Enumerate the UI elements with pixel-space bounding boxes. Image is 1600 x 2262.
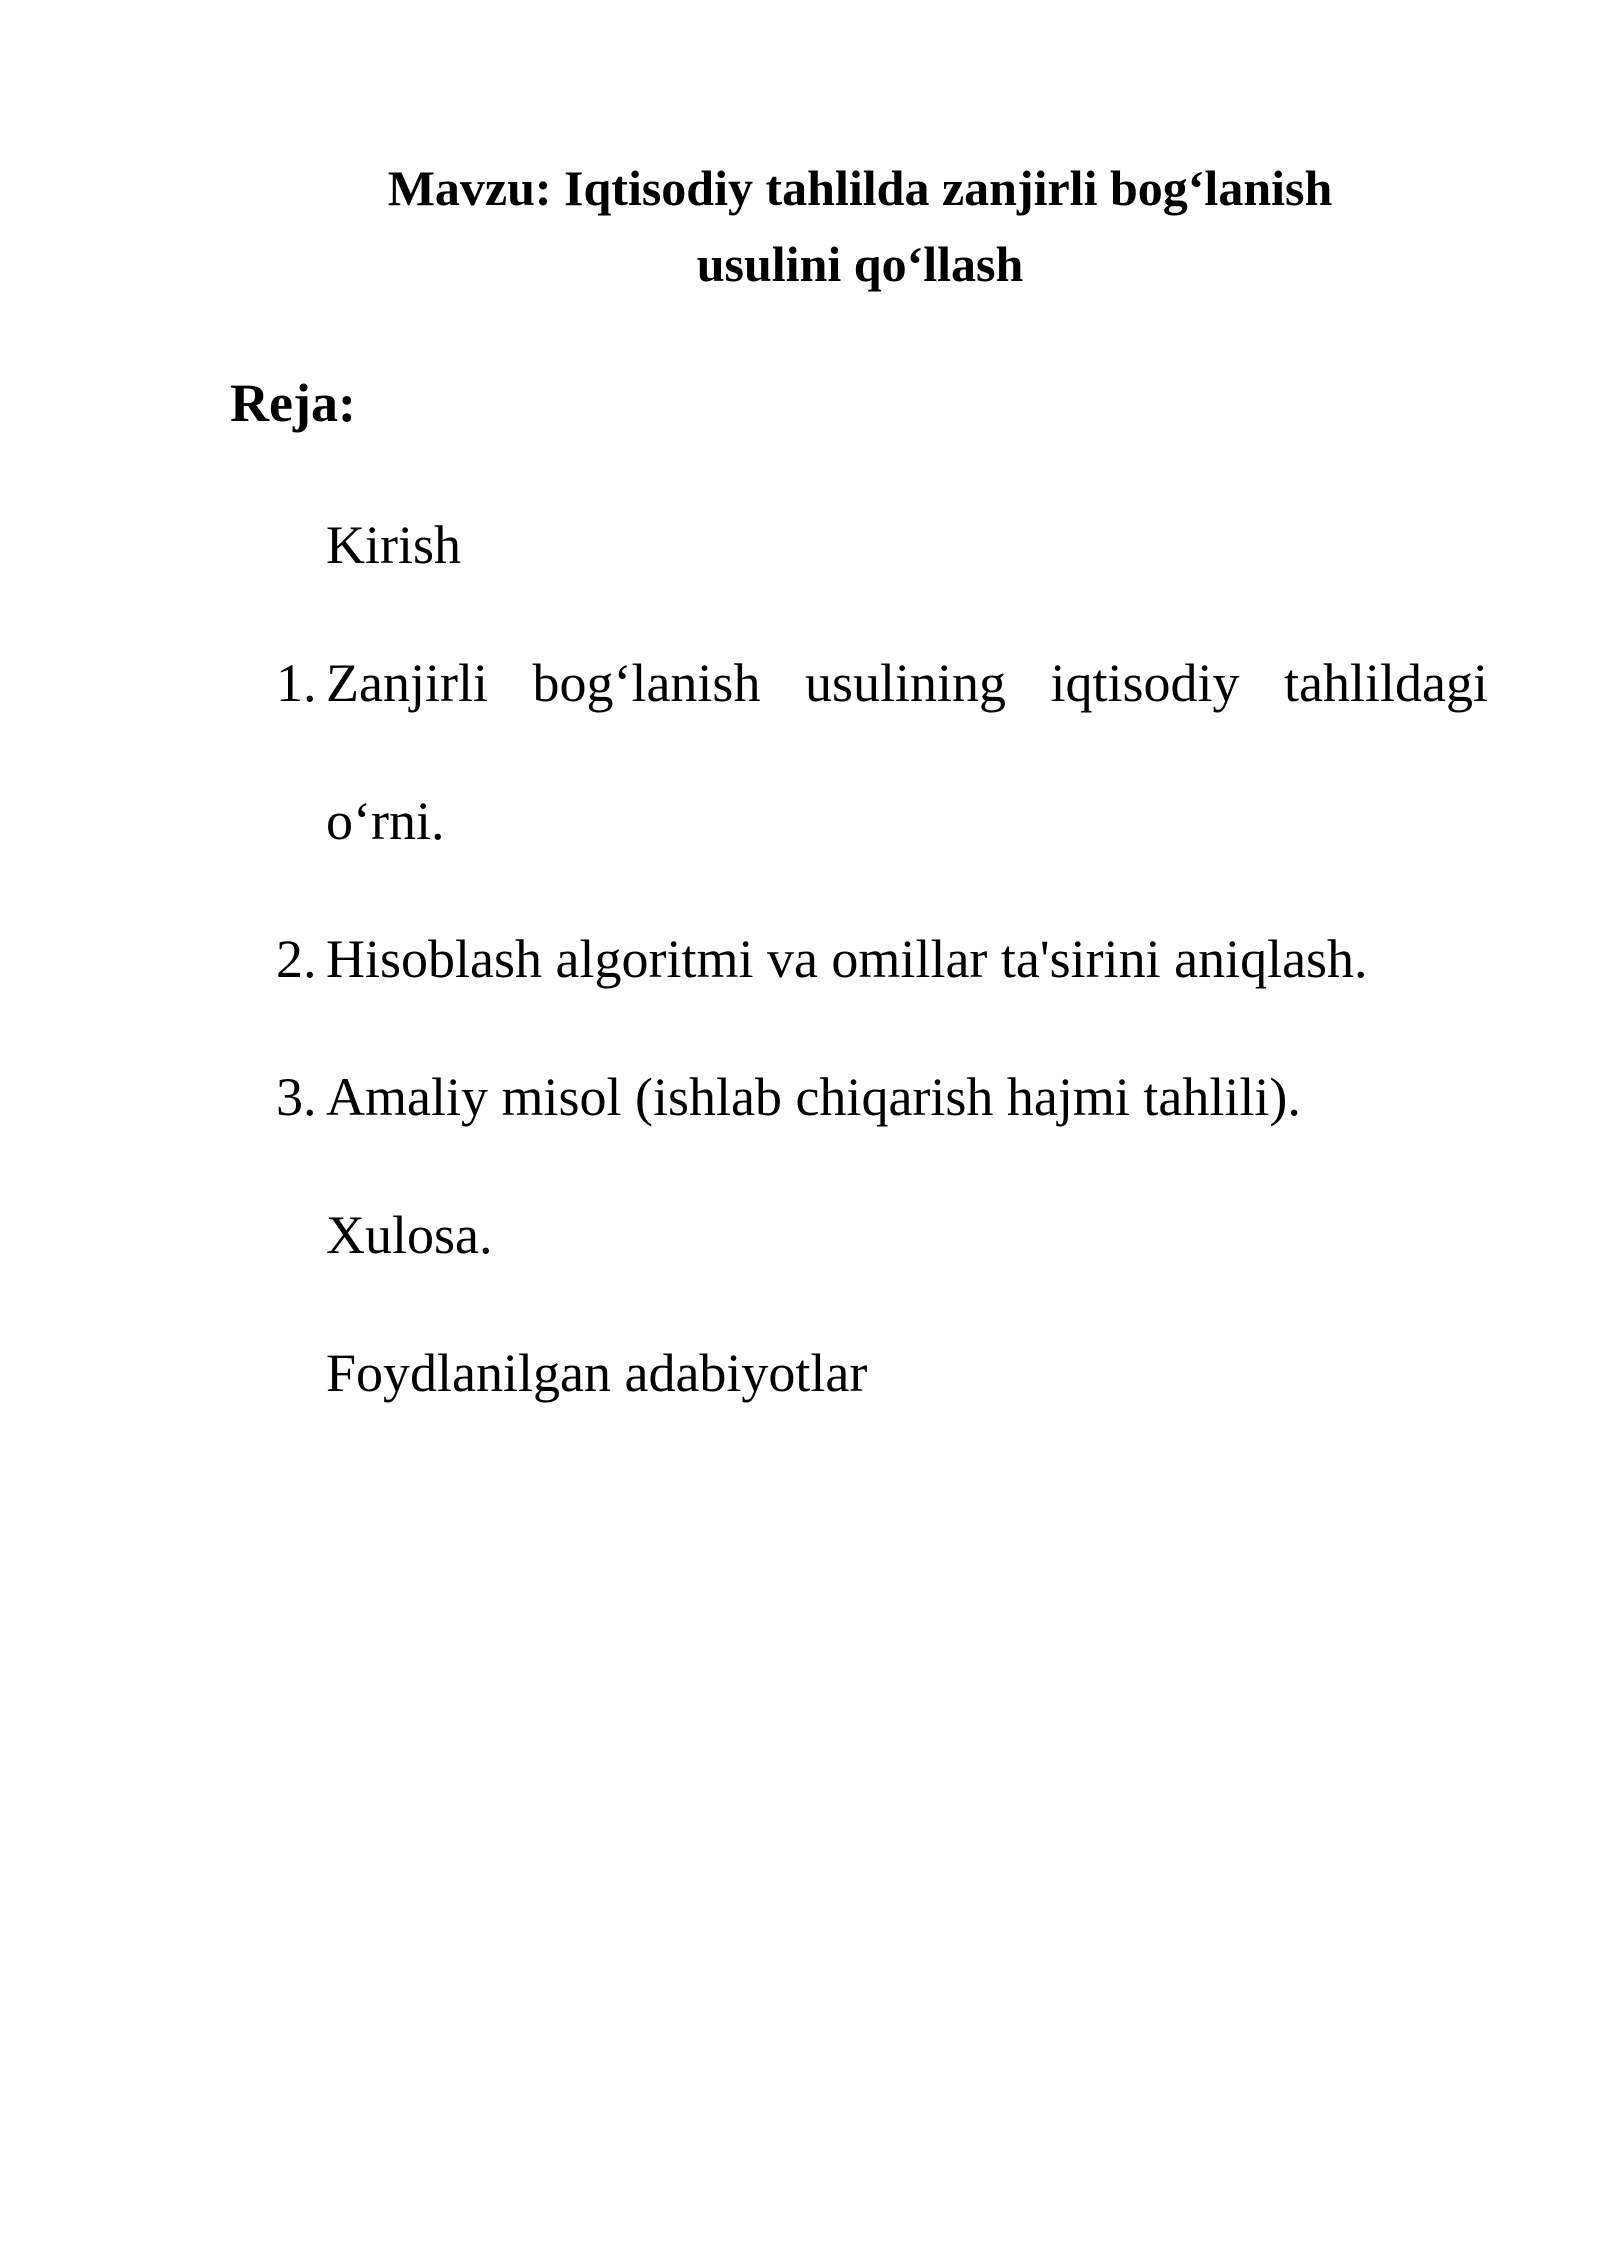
plan-conclusion: Xulosa. [326, 1205, 493, 1265]
plan-intro: Kirish [326, 515, 461, 575]
plan-heading: Reja: [230, 373, 356, 433]
plan-item-text: Amaliy misol (ishlab chiqarish hajmi tahlili). [326, 1067, 1301, 1127]
plan-item-text: Zanjirli bog‘lanish usulining iqtisodiy tahlildagi [326, 653, 1488, 713]
title-line-1: Mavzu: Iqtisodiy tahlilda zanjirli bog‘lanish [387, 160, 1333, 216]
plan-item-text-continued: o‘rni. [326, 791, 445, 851]
title-line-2: usulini qo‘llash [696, 236, 1024, 292]
plan-item-number: 1. [276, 653, 317, 713]
plan-item-number: 3. [276, 1067, 317, 1127]
plan-references: Foydlanilgan adabiyotlar [326, 1343, 868, 1403]
plan-item-text: Hisoblash algoritmi va omillar ta'sirini aniqlash. [326, 929, 1368, 989]
plan-item-number: 2. [276, 929, 317, 989]
